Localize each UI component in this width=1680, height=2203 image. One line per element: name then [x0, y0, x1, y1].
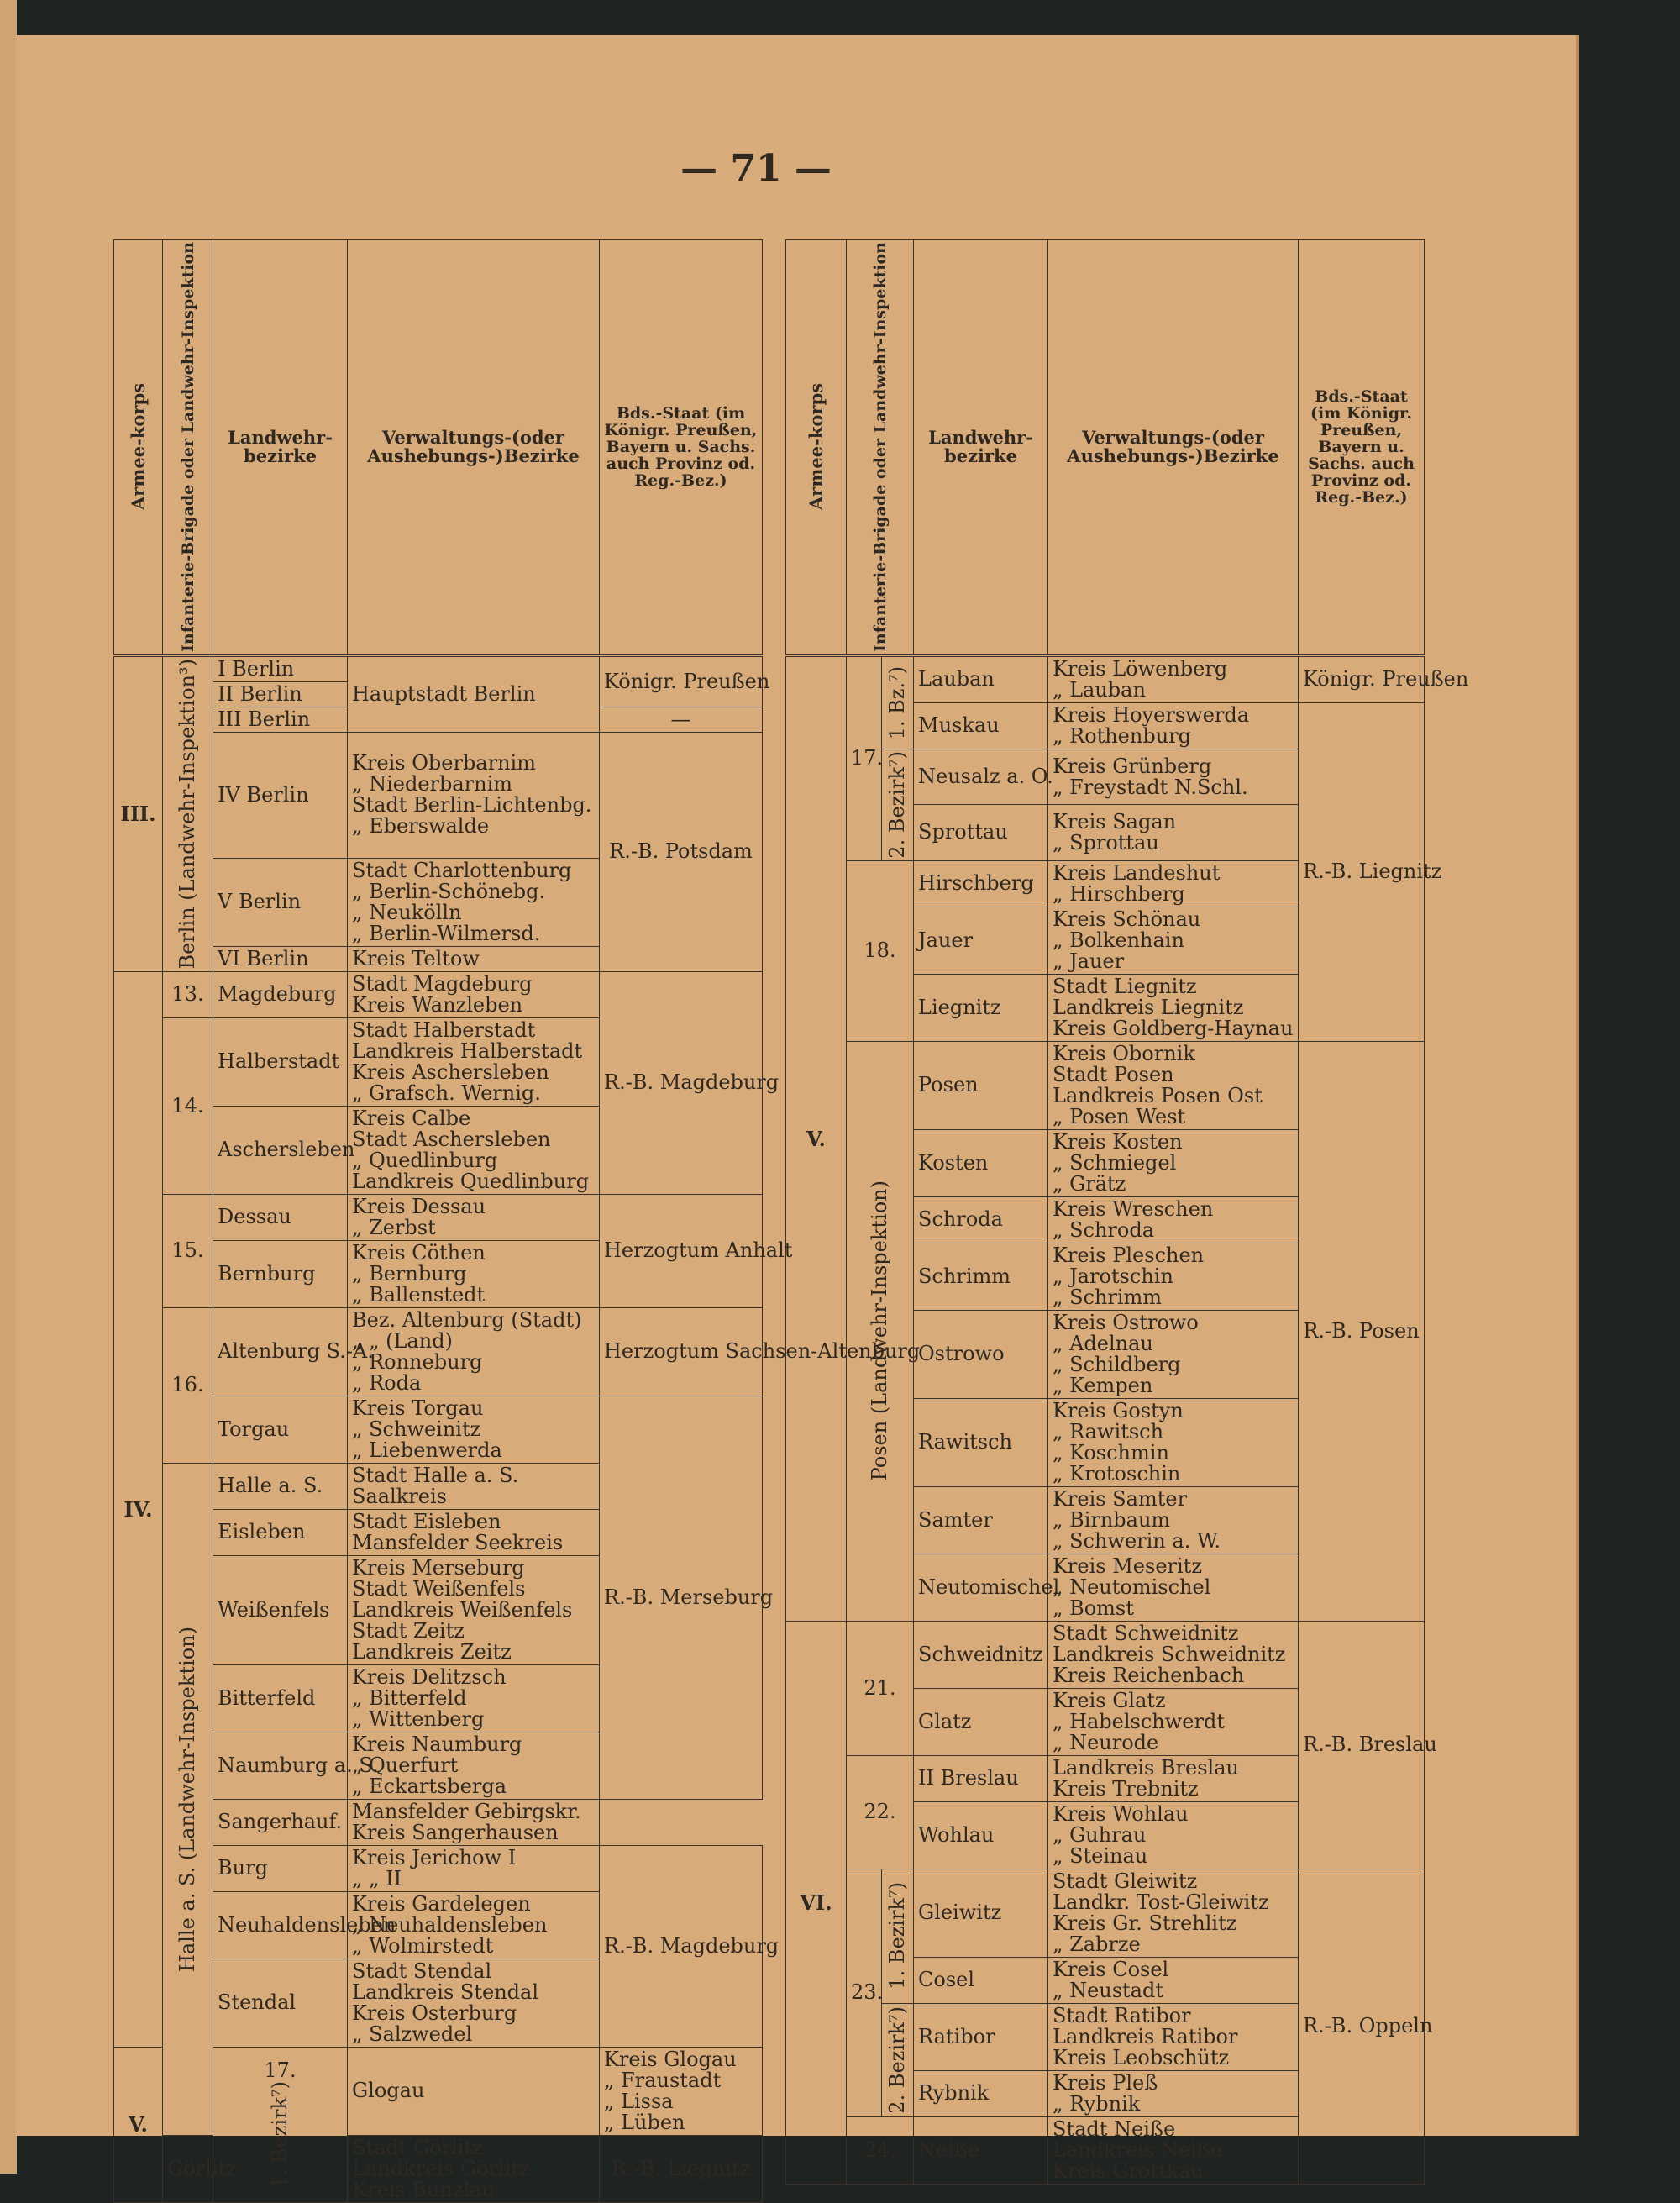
admin-cell: Kreis Gostyn „ Rawitsch „ Koschmin „ Krotoschin: [1048, 1398, 1299, 1486]
admin-cell: Bez. Altenburg (Stadt) „ „ (Land) „ Ronneburg „ Roda: [348, 1307, 600, 1396]
admin-cell: Kreis Pleß „ Rybnik: [1048, 2070, 1299, 2116]
state-cell: Herzogtum Sachsen-Altenburg: [600, 1307, 763, 1396]
header-infanterie: Infanterie-Brigade oder Landwehr-Inspektion: [847, 240, 914, 655]
admin-cell: Kreis Hoyerswerda „ Rothenburg: [1048, 702, 1299, 749]
admin-cell: Kreis Teltow: [348, 946, 600, 971]
table-row: [114, 971, 763, 1017]
brigade-cell: Posen (Landwehr-Inspektion): [847, 1041, 914, 1621]
district-cell: Schroda: [914, 1196, 1048, 1243]
admin-cell: Kreis Sagan „ Sprottau: [1048, 805, 1299, 860]
admin-cell: Kreis Oberbarnim „ Niederbarnim Stadt Berlin-Lichtenbg. „ Eberswalde: [348, 732, 600, 858]
admin-cell: Kreis Meseritz „ Neutomischel „ Bomst: [1048, 1554, 1299, 1621]
header-infanterie: Infanterie-Brigade oder Landwehr-Inspektion: [163, 240, 213, 655]
district-cell: I Berlin: [213, 655, 348, 682]
admin-cell: Stadt Magdeburg Kreis Wanzleben: [348, 971, 600, 1017]
state-cell: R.-B. Liegnitz: [1299, 702, 1425, 1041]
district-cell: Stendal: [213, 1959, 348, 2047]
district-cell: Halle a. S.: [213, 1463, 348, 1509]
header-armeekorps: Armee-korps: [786, 240, 847, 655]
district-cell: Jauer: [914, 907, 1048, 974]
admin-cell: Kreis Cöthen „ Bernburg „ Ballenstedt: [348, 1240, 600, 1307]
admin-cell: Stadt Görlitz Landkreis Görlitz Kreis Bunzlau: [348, 2135, 600, 2202]
admin-cell: Stadt Gleiwitz Landkr. Tost-Gleiwitz Kreis Gr. Strehlitz „ Zabrze: [1048, 1869, 1299, 1957]
district-cell: Ostrowo: [914, 1310, 1048, 1398]
subbrigade-cell: 1. Bezirk⁷): [882, 1869, 914, 2003]
district-cell: Hirschberg: [914, 860, 1048, 907]
page-number: — 71 —: [680, 147, 832, 190]
admin-cell: Hauptstadt Berlin: [348, 655, 600, 733]
admin-cell: Kreis Cosel „ Neustadt: [1048, 1957, 1299, 2003]
district-cell: Neiße: [914, 2116, 1048, 2184]
admin-cell: Mansfelder Gebirgskr. Kreis Sangerhausen: [348, 1799, 600, 1845]
district-cell: Glatz: [914, 1688, 1048, 1755]
state-cell: R.-B. Liegnitz: [600, 2135, 763, 2202]
state-cell: Königr. Preußen: [1299, 655, 1425, 703]
admin-cell: Kreis Pleschen „ Jarotschin „ Schrimm: [1048, 1243, 1299, 1310]
brigade-cell: 24.: [847, 2116, 914, 2184]
table-row: [114, 2135, 763, 2202]
district-cell: II Breslau: [914, 1755, 1048, 1801]
district-cell: Posen: [914, 1041, 1048, 1129]
district-cell: Sprottau: [914, 805, 1048, 860]
brigade-cell: 15.: [163, 1194, 213, 1307]
admin-cell: Stadt Halle a. S. Saalkreis: [348, 1463, 600, 1509]
table-row: [786, 1869, 1425, 1957]
district-cell: Halberstadt: [213, 1017, 348, 1106]
armeekorps-cell: IV.: [114, 971, 163, 2047]
district-cell: Samter: [914, 1486, 1048, 1554]
district-cell: IV Berlin: [213, 732, 348, 858]
admin-cell: Kreis Glatz „ Habelschwerdt „ Neurode: [1048, 1688, 1299, 1755]
admin-cell: Landkreis Breslau Kreis Trebnitz: [1048, 1755, 1299, 1801]
district-cell: Sangerhauf.: [213, 1799, 348, 1845]
brigade-cell: 23.: [847, 1869, 882, 2116]
admin-cell: Kreis Dessau „ Zerbst: [348, 1194, 600, 1240]
armeekorps-cell: V.: [114, 2047, 163, 2202]
admin-cell: Stadt Neiße Landkreis Neiße Kreis Grottkau: [1048, 2116, 1299, 2184]
admin-cell: Kreis Obornik Stadt Posen Landkreis Posen Ost „ Posen West: [1048, 1041, 1299, 1129]
district-cell: V Berlin: [213, 858, 348, 946]
district-cell: VI Berlin: [213, 946, 348, 971]
admin-cell: Kreis Wreschen „ Schroda: [1048, 1196, 1299, 1243]
brigade-cell: 13.: [163, 971, 213, 1017]
state-cell: R.-B. Merseburg: [600, 1396, 763, 1799]
district-cell: Altenburg S.-A.: [213, 1307, 348, 1396]
admin-cell: Kreis Löwenberg „ Lauban: [1048, 655, 1299, 703]
header-landwehr: Landwehr-bezirke: [914, 240, 1048, 655]
admin-cell: Kreis Calbe Stadt Aschersleben „ Quedlinburg Landkreis Quedlinburg: [348, 1106, 600, 1194]
district-cell: Bitterfeld: [213, 1664, 348, 1732]
header-verwaltung: Verwaltungs-(oder Aushebungs-)Bezirke: [1048, 240, 1299, 655]
district-cell: Bernburg: [213, 1240, 348, 1307]
state-cell: —: [600, 707, 763, 732]
district-cell: Neuhaldensleben: [213, 1891, 348, 1959]
district-cell: Weißenfels: [213, 1555, 348, 1664]
brigade-cell: 17.: [847, 655, 882, 860]
admin-cell: Stadt Charlottenburg „ Berlin-Schönebg. „ Neukölln „ Berlin-Wilmersd.: [348, 858, 600, 946]
admin-cell: Kreis Gardelegen „ Neuhaldensleben „ Wolmirstedt: [348, 1891, 600, 1959]
district-cell: Wohlau: [914, 1801, 1048, 1869]
admin-cell: Kreis Torgau „ Schweinitz „ Liebenwerda: [348, 1396, 600, 1463]
district-cell: III Berlin: [213, 707, 348, 732]
subbrigade-cell: 2. Bezirk⁷): [882, 2003, 914, 2116]
brigade-cell: 17. 1. Bezirk⁷): [213, 2047, 348, 2202]
district-cell: Lauban: [914, 655, 1048, 703]
brigade-cell: Berlin (Landwehr-Inspektion³): [163, 655, 213, 971]
admin-cell: Stadt Halberstadt Landkreis Halberstadt Kreis Aschersleben „ Grafsch. Wernig.: [348, 1017, 600, 1106]
district-cell: Rawitsch: [914, 1398, 1048, 1486]
district-cell: Schweidnitz: [914, 1621, 1048, 1688]
table-row: [114, 1307, 763, 1396]
admin-cell: Kreis Ostrowo „ Adelnau „ Schildberg „ Kempen: [1048, 1310, 1299, 1398]
state-cell: R.-B. Magdeburg: [600, 1845, 763, 2047]
brigade-cell: 16.: [163, 1307, 213, 1463]
district-cell: Dessau: [213, 1194, 348, 1240]
state-cell: Herzogtum Anhalt: [600, 1194, 763, 1307]
table-row: [786, 1621, 1425, 1688]
district-cell: Torgau: [213, 1396, 348, 1463]
admin-cell: Kreis Delitzsch „ Bitterfeld „ Wittenberg: [348, 1664, 600, 1732]
district-cell: Rybnik: [914, 2070, 1048, 2116]
admin-cell: Kreis Samter „ Birnbaum „ Schwerin a. W.: [1048, 1486, 1299, 1554]
table-row: [786, 655, 1425, 703]
state-cell: R.-B. Oppeln: [1299, 1869, 1425, 2184]
brigade-cell: 22.: [847, 1755, 914, 1869]
admin-cell: Stadt Schweidnitz Landkreis Schweidnitz Kreis Reichenbach: [1048, 1621, 1299, 1688]
header-staat: Bds.-Staat (im Königr. Preußen, Bayern u. Sachs. auch Provinz od. Reg.-Bez.): [600, 240, 763, 655]
admin-cell: Kreis Grünberg „ Freystadt N.Schl.: [1048, 749, 1299, 804]
armeekorps-cell: III.: [114, 655, 163, 971]
district-cell: Ratibor: [914, 2003, 1048, 2070]
header-verwaltung: Verwaltungs-(oder Aushebungs-)Bezirke: [348, 240, 600, 655]
header-staat: Bds.-Staat (im Königr. Preußen, Bayern u. Sachs. auch Provinz od. Reg.-Bez.): [1299, 240, 1425, 655]
subbrigade-cell: 1. Bz.⁷): [882, 655, 914, 749]
admin-cell: Kreis Jerichow I „ „ II: [348, 1845, 600, 1891]
district-cell: II Berlin: [213, 681, 348, 707]
district-cell: Gleiwitz: [914, 1869, 1048, 1957]
header-armeekorps: Armee-korps: [114, 240, 163, 655]
district-cell: Liegnitz: [914, 974, 1048, 1041]
armeekorps-cell: V.: [786, 655, 847, 1621]
admin-cell: Stadt Liegnitz Landkreis Liegnitz Kreis Goldberg-Haynau: [1048, 974, 1299, 1041]
book-spine: [0, 0, 17, 2174]
district-cell: Neusalz a. O.: [914, 749, 1048, 804]
district-cell: Cosel: [914, 1957, 1048, 2003]
brigade-cell: 14.: [163, 1017, 213, 1194]
state-cell: R.-B. Magdeburg: [600, 971, 763, 1194]
district-cell: Eisleben: [213, 1509, 348, 1555]
table-row: [114, 1194, 763, 1240]
brigade-cell: 18.: [847, 860, 914, 1041]
district-cell: Aschersleben: [213, 1106, 348, 1194]
right-table: [785, 239, 1469, 2185]
admin-cell: Kreis Landeshut „ Hirschberg: [1048, 860, 1299, 907]
state-cell: R.-B. Posen: [1299, 1041, 1425, 1621]
district-cell: Görlitz: [163, 2135, 213, 2202]
admin-cell: Kreis Kosten „ Schmiegel „ Grätz: [1048, 1129, 1299, 1196]
district-cell: Schrimm: [914, 1243, 1048, 1310]
district-cell: Magdeburg: [213, 971, 348, 1017]
admin-cell: Stadt Ratibor Landkreis Ratibor Kreis Leobschütz: [1048, 2003, 1299, 2070]
state-cell: R.-B. Breslau: [1299, 1621, 1425, 1869]
brigade-cell: 21.: [847, 1621, 914, 1755]
table-row: [114, 655, 763, 682]
district-cell: Muskau: [914, 702, 1048, 749]
admin-cell: Kreis Naumburg „ Querfurt „ Eckartsberga: [348, 1732, 600, 1799]
admin-cell: Kreis Wohlau „ Guhrau „ Steinau: [1048, 1801, 1299, 1869]
brigade-cell: Halle a. S. (Landwehr-Inspektion): [163, 1463, 213, 2135]
state-cell: R.-B. Potsdam: [600, 732, 763, 971]
district-cell: Glogau: [348, 2047, 600, 2135]
admin-cell: Kreis Schönau „ Bolkenhain „ Jauer: [1048, 907, 1299, 974]
admin-cell: Kreis Glogau „ Fraustadt „ Lissa „ Lüben: [600, 2047, 763, 2135]
armeekorps-cell: VI.: [786, 1621, 847, 2184]
district-cell: Neutomischel: [914, 1554, 1048, 1621]
admin-cell: Stadt Stendal Landkreis Stendal Kreis Osterburg „ Salzwedel: [348, 1959, 600, 2047]
subbrigade-cell: 2. Bezirk⁷): [882, 749, 914, 860]
table-row: [786, 1041, 1425, 1129]
state-cell: Königr. Preußen: [600, 655, 763, 707]
district-cell: Burg: [213, 1845, 348, 1891]
district-cell: Naumburg a. S.: [213, 1732, 348, 1799]
admin-cell: Stadt Eisleben Mansfelder Seekreis: [348, 1509, 600, 1555]
header-landwehr: Landwehr-bezirke: [213, 240, 348, 655]
admin-cell: Kreis Merseburg Stadt Weißenfels Landkreis Weißenfels Stadt Zeitz Landkreis Zeitz: [348, 1555, 600, 1664]
district-cell: Kosten: [914, 1129, 1048, 1196]
